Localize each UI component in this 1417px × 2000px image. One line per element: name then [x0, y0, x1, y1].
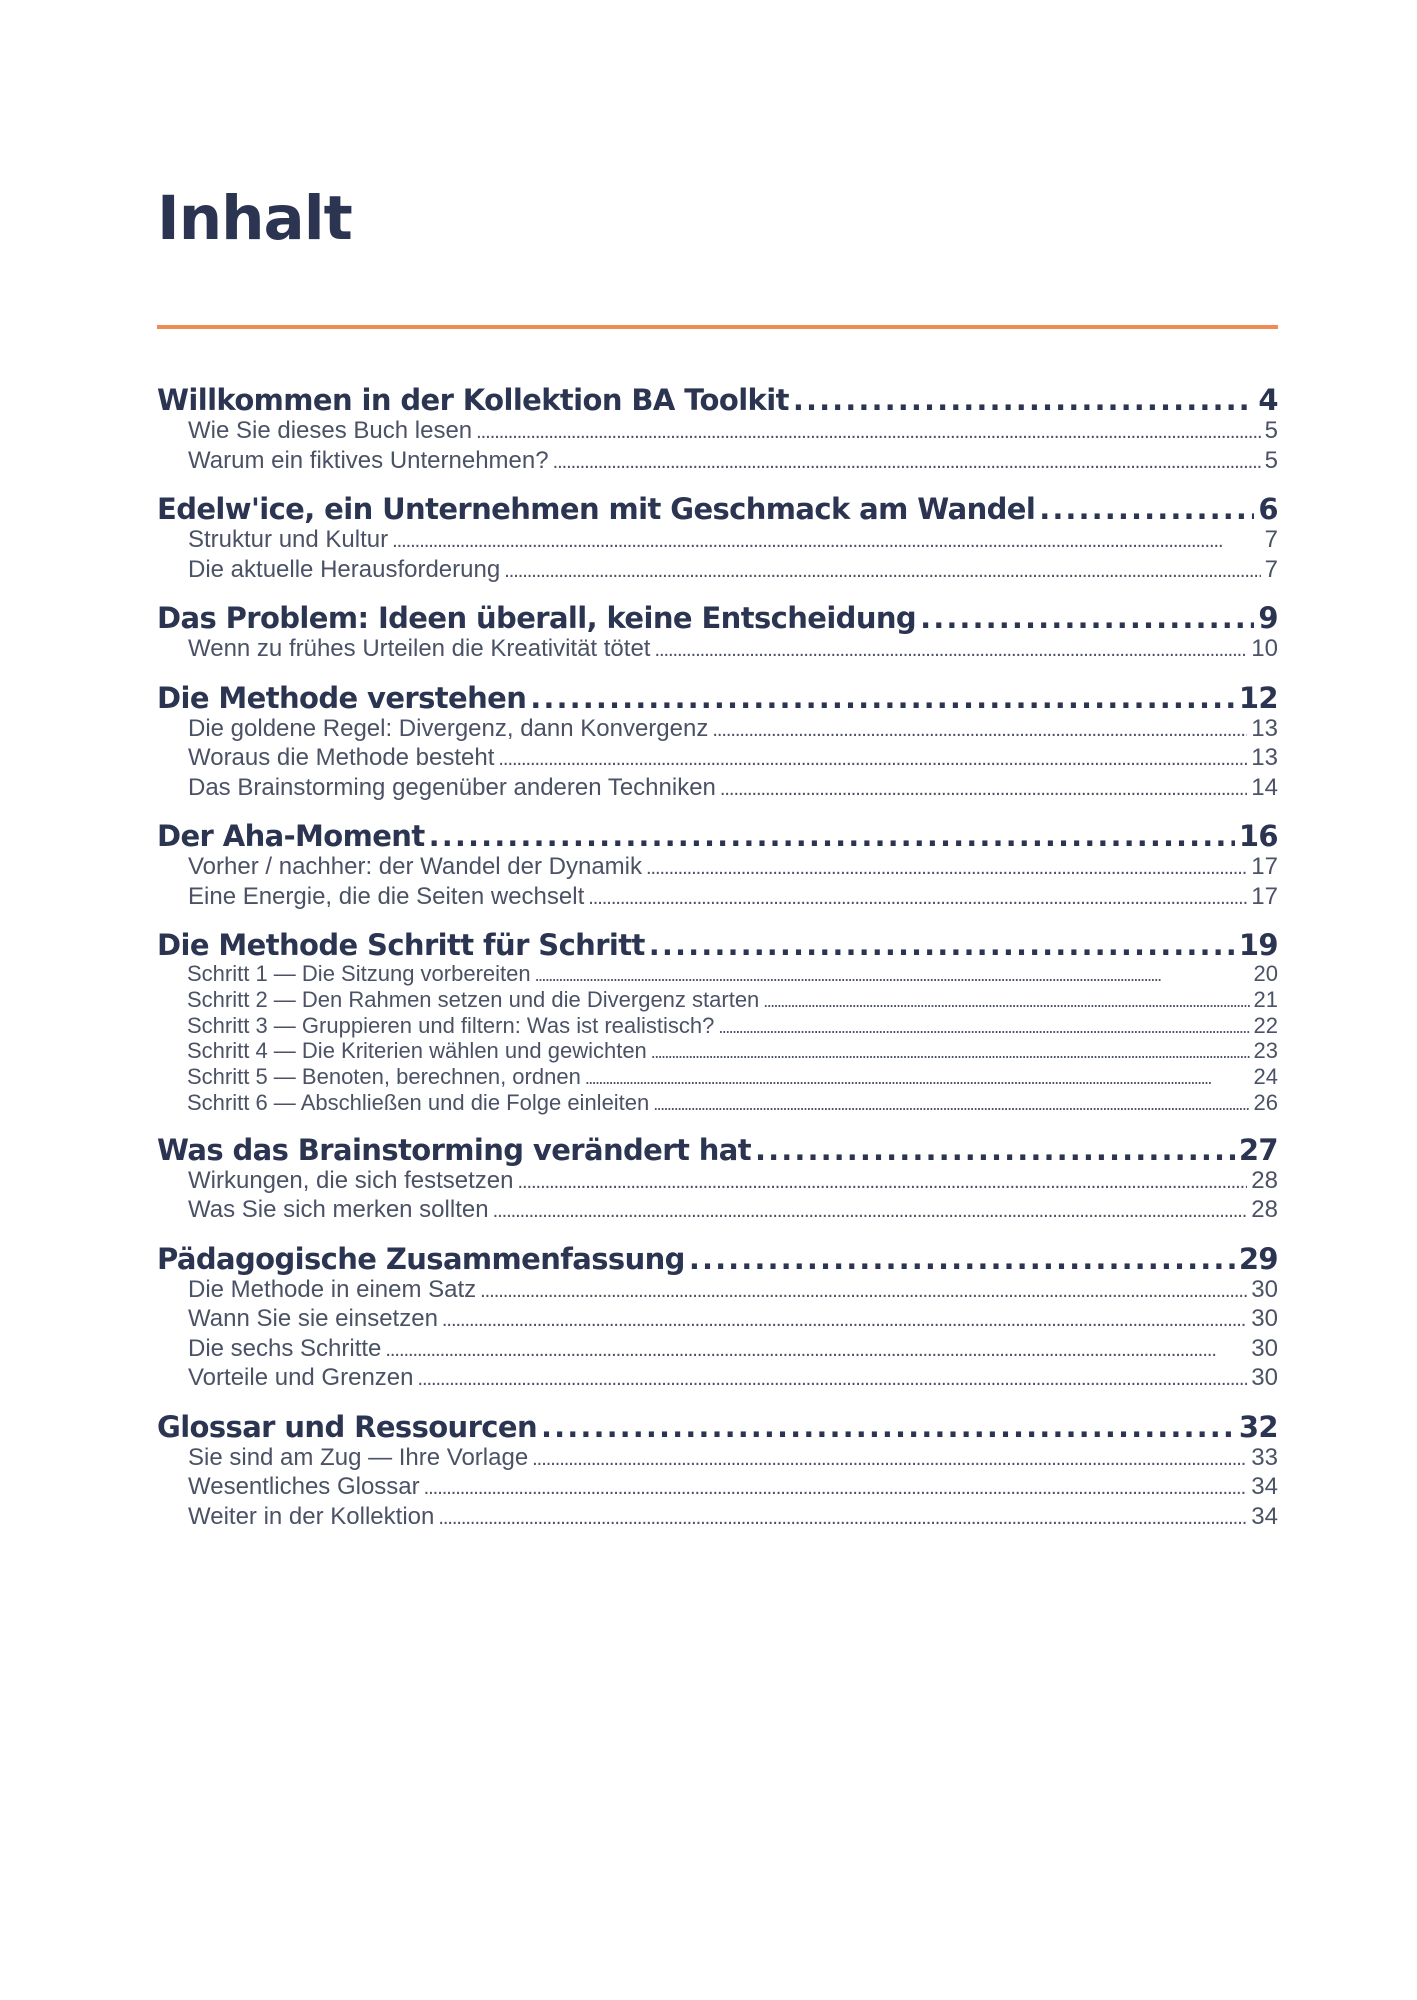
toc-subentry[interactable]	[157, 1335, 1278, 1365]
dot-leader	[480, 1277, 1247, 1306]
toc-subentry-label: Wirkungen, die sich festsetzen	[188, 1166, 514, 1194]
dot-leader	[424, 1474, 1248, 1503]
page-number: 21	[1253, 986, 1278, 1012]
dot-leader	[1039, 492, 1254, 526]
toc-chapter-entry-label: Das Problem: Ideen überall, keine Entscheidung	[157, 601, 917, 635]
toc-section	[157, 681, 1278, 804]
toc-chapter-entry[interactable]	[157, 383, 1278, 417]
accent-divider	[157, 325, 1278, 329]
dot-leader	[553, 448, 1261, 477]
dot-leader	[518, 1168, 1248, 1197]
page-number: 16	[1238, 819, 1278, 853]
dot-leader	[385, 1336, 1247, 1365]
dot-leader	[649, 928, 1235, 962]
toc-subentry-label: Die goldene Regel: Divergenz, dann Konvergenz	[188, 714, 709, 742]
toc-subentry[interactable]	[157, 1364, 1278, 1394]
toc-subentry[interactable]	[157, 635, 1278, 665]
toc-subentry[interactable]	[157, 526, 1278, 556]
toc-subentry[interactable]	[157, 556, 1278, 586]
toc-chapter-entry[interactable]	[157, 819, 1278, 853]
page-number: 34	[1251, 1473, 1278, 1501]
toc-subentry[interactable]	[157, 883, 1278, 913]
toc-section	[157, 492, 1278, 585]
toc-subentry[interactable]	[157, 1167, 1278, 1197]
toc-subentry-label: Woraus die Methode besteht	[188, 744, 495, 771]
page-number: 14	[1251, 773, 1278, 801]
toc-chapter-entry-label: Glossar und Ressourcen	[157, 1409, 537, 1444]
toc-subentry-label: Die aktuelle Herausforderung	[188, 555, 501, 583]
page-number: 28	[1251, 1196, 1278, 1224]
page-number: 30	[1251, 1334, 1278, 1362]
dot-leader	[651, 1040, 1250, 1065]
toc-subentry[interactable]	[157, 1014, 1278, 1040]
dot-leader	[720, 775, 1247, 804]
toc-section	[157, 601, 1278, 665]
dot-leader	[493, 1197, 1248, 1226]
toc-chapter-entry-label: Die Methode verstehen	[157, 680, 527, 715]
page-number: 7	[1264, 555, 1278, 583]
toc-subentry[interactable]	[157, 1444, 1278, 1474]
page-number: 27	[1238, 1132, 1278, 1167]
page-number: 12	[1238, 680, 1278, 715]
toc-subentry[interactable]	[157, 1039, 1278, 1065]
page-number: 17	[1251, 853, 1278, 880]
toc-section	[157, 1133, 1278, 1226]
toc-subentry-label: Das Brainstorming gegenüber anderen Techniken	[188, 773, 716, 801]
toc-subentry-label: Schritt 5 — Benoten, berechnen, ordnen	[187, 1064, 581, 1090]
page-number: 29	[1238, 1241, 1278, 1276]
toc-chapter-entry[interactable]	[157, 1242, 1278, 1276]
dot-leader	[530, 681, 1235, 715]
page-number: 5	[1264, 417, 1278, 444]
page-number: 26	[1253, 1089, 1278, 1115]
toc-subentry[interactable]	[157, 447, 1278, 477]
dot-leader	[504, 557, 1260, 586]
toc-subentry[interactable]	[157, 1473, 1278, 1503]
dot-leader	[392, 527, 1261, 556]
toc-subentry-label: Eine Energie, die die Seiten wechselt	[188, 882, 585, 910]
toc-section	[157, 928, 1278, 1117]
dot-leader	[718, 1015, 1249, 1040]
toc-chapter-entry-label: Was das Brainstorming verändert hat	[157, 1132, 751, 1167]
dot-leader	[646, 854, 1247, 883]
toc-subentry[interactable]	[157, 715, 1278, 745]
page-number: 28	[1251, 1166, 1278, 1194]
toc-subentry-label: Wesentliches Glossar	[188, 1473, 420, 1501]
page-number: 20	[1253, 961, 1278, 986]
dot-leader	[541, 1410, 1235, 1444]
toc-subentry-label: Schritt 3 — Gruppieren und filtern: Was ist realistisch?	[187, 1012, 715, 1038]
page-number: 30	[1251, 1305, 1278, 1333]
toc-subentry[interactable]	[157, 1196, 1278, 1226]
toc-chapter-entry-label: Die Methode Schritt für Schritt	[157, 928, 645, 962]
page-number: 13	[1251, 714, 1278, 742]
dot-leader	[920, 601, 1254, 635]
toc-subentry-label: Wann Sie sie einsetzen	[188, 1305, 438, 1333]
dot-leader	[793, 383, 1255, 417]
dot-leader	[712, 716, 1247, 745]
dot-leader	[755, 1133, 1235, 1167]
dot-leader	[429, 819, 1235, 853]
dot-leader	[535, 963, 1250, 988]
dot-leader	[654, 636, 1247, 665]
page-number: 5	[1264, 446, 1278, 474]
toc-chapter-entry-label: Der Aha-Moment	[157, 819, 425, 853]
page-number: 4	[1258, 383, 1278, 417]
page-number: 33	[1251, 1443, 1278, 1471]
dot-leader	[585, 1066, 1250, 1091]
page-number: 19	[1238, 928, 1278, 962]
toc-subentry-label: Die Methode in einem Satz	[188, 1275, 477, 1303]
toc-subentry[interactable]	[157, 1091, 1278, 1117]
toc-chapter-entry[interactable]	[157, 681, 1278, 715]
toc-subentry-label: Weiter in der Kollektion	[188, 1502, 435, 1530]
toc-subentry-label: Schritt 4 — Die Kriterien wählen und gewichten	[187, 1038, 647, 1064]
toc-subentry[interactable]	[157, 853, 1278, 883]
dot-leader	[763, 989, 1249, 1014]
toc-chapter-entry[interactable]	[157, 1410, 1278, 1444]
toc-subentry[interactable]	[157, 1503, 1278, 1533]
toc-subentry[interactable]	[157, 417, 1278, 447]
toc-section	[157, 383, 1278, 476]
toc-subentry-label: Schritt 6 — Abschließen und die Folge einleiten	[187, 1089, 650, 1115]
page-number: 7	[1264, 526, 1278, 553]
toc-subentry-label: Die sechs Schritte	[188, 1334, 382, 1362]
dot-leader	[498, 745, 1247, 774]
page-title: Inhalt	[157, 183, 352, 254]
toc-section	[157, 1410, 1278, 1533]
dot-leader	[588, 884, 1247, 913]
toc-section	[157, 1242, 1278, 1394]
page-number: 6	[1258, 492, 1278, 526]
page-number: 34	[1251, 1502, 1278, 1530]
toc-subentry[interactable]	[157, 1065, 1278, 1091]
toc-subentry-label: Warum ein fiktives Unternehmen?	[188, 446, 549, 474]
dot-leader	[417, 1365, 1247, 1394]
page-number: 30	[1251, 1275, 1278, 1303]
toc-subentry-label: Wie Sie dieses Buch lesen	[188, 417, 473, 444]
dot-leader	[653, 1092, 1249, 1117]
page-number: 30	[1251, 1364, 1278, 1392]
toc-subentry-label: Schritt 1 — Die Sitzung vorbereiten	[187, 961, 531, 986]
dot-leader	[532, 1445, 1247, 1474]
toc-subentry-label: Vorher / nachher: der Wandel der Dynamik	[188, 853, 642, 880]
page-number: 23	[1253, 1038, 1278, 1064]
toc-subentry[interactable]	[157, 774, 1278, 804]
toc-subentry-label: Wenn zu frühes Urteilen die Kreativität tötet	[188, 635, 651, 662]
table-of-contents	[157, 383, 1278, 1548]
toc-chapter-entry-label: Pädagogische Zusammenfassung	[157, 1241, 685, 1276]
page-number: 10	[1251, 635, 1278, 662]
toc-subentry[interactable]	[157, 1276, 1278, 1306]
page-number: 13	[1251, 744, 1278, 771]
dot-leader	[442, 1306, 1247, 1335]
toc-subentry-label: Schritt 2 — Den Rahmen setzen und die Divergenz starten	[187, 986, 760, 1012]
toc-subentry[interactable]	[157, 962, 1278, 988]
toc-subentry-label: Vorteile und Grenzen	[188, 1364, 414, 1392]
toc-chapter-entry[interactable]	[157, 928, 1278, 962]
toc-subentry[interactable]	[157, 744, 1278, 774]
dot-leader	[476, 418, 1260, 447]
page-number: 22	[1253, 1012, 1278, 1038]
toc-chapter-entry[interactable]	[157, 601, 1278, 635]
page-number: 32	[1238, 1409, 1278, 1444]
toc-chapter-entry[interactable]	[157, 1133, 1278, 1167]
page-number: 17	[1251, 882, 1278, 910]
toc-chapter-entry-label: Willkommen in der Kollektion BA Toolkit	[157, 383, 789, 417]
dot-leader	[689, 1242, 1235, 1276]
toc-subentry[interactable]	[157, 988, 1278, 1014]
toc-chapter-entry-label: Edelw'ice, ein Unternehmen mit Geschmack am Wandel	[157, 492, 1036, 526]
page-number: 9	[1258, 601, 1278, 635]
toc-subentry[interactable]	[157, 1305, 1278, 1335]
dot-leader	[438, 1504, 1247, 1533]
toc-subentry-label: Was Sie sich merken sollten	[188, 1196, 489, 1224]
toc-chapter-entry[interactable]	[157, 492, 1278, 526]
toc-section	[157, 819, 1278, 912]
toc-subentry-label: Sie sind am Zug — Ihre Vorlage	[188, 1443, 529, 1471]
toc-subentry-label: Struktur und Kultur	[188, 526, 389, 553]
page-number: 24	[1253, 1064, 1278, 1090]
